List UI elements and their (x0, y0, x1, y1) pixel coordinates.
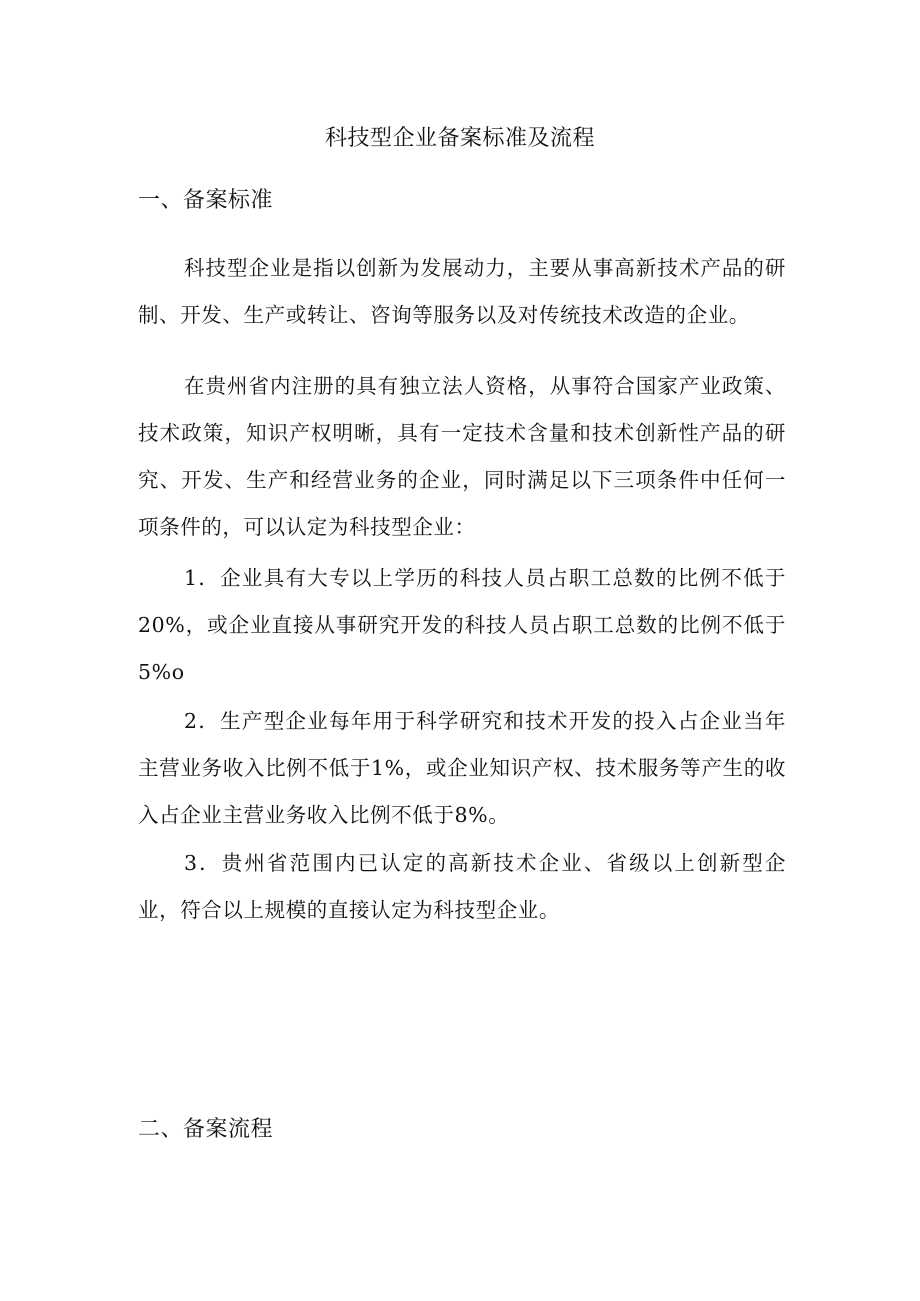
paragraph-condition-2: 2．生产型企业每年用于科学研究和技术开发的投入占企业当年主营业务收入比例不低于1%，或企业知识产权、技术服务等产生的收入占企业主营业务收入比例不低于8%。 (138, 709, 786, 827)
section-heading-process: 二、备案流程 (138, 1117, 274, 1142)
paragraph-definition: 科技型企业是指以创新为发展动力，主要从事高新技术产品的研制、开发、生产或转让、咨询等服务以及对传统技术改造的企业。 (138, 256, 786, 327)
document-title: 科技型企业备案标准及流程 (324, 126, 595, 151)
section-heading-standards: 一、备案标准 (138, 188, 274, 213)
paragraph-condition-1: 1．企业具有大专以上学历的科技人员占职工总数的比例不低于20%，或企业直接从事研究开发的科技人员占职工总数的比例不低于5%o (138, 566, 786, 684)
paragraph-condition-3: 3．贵州省范围内已认定的高新技术企业、省级以上创新型企业，符合以上规模的直接认定为科技型企业。 (138, 851, 786, 922)
paragraph-eligibility: 在贵州省内注册的具有独立法人资格，从事符合国家产业政策、技术政策，知识产权明晰，具有一定技术含量和技术创新性产品的研究、开发、生产和经营业务的企业，同时满足以下三项条件中任何一项条件的，可以认定为科技型企业： (138, 374, 786, 539)
